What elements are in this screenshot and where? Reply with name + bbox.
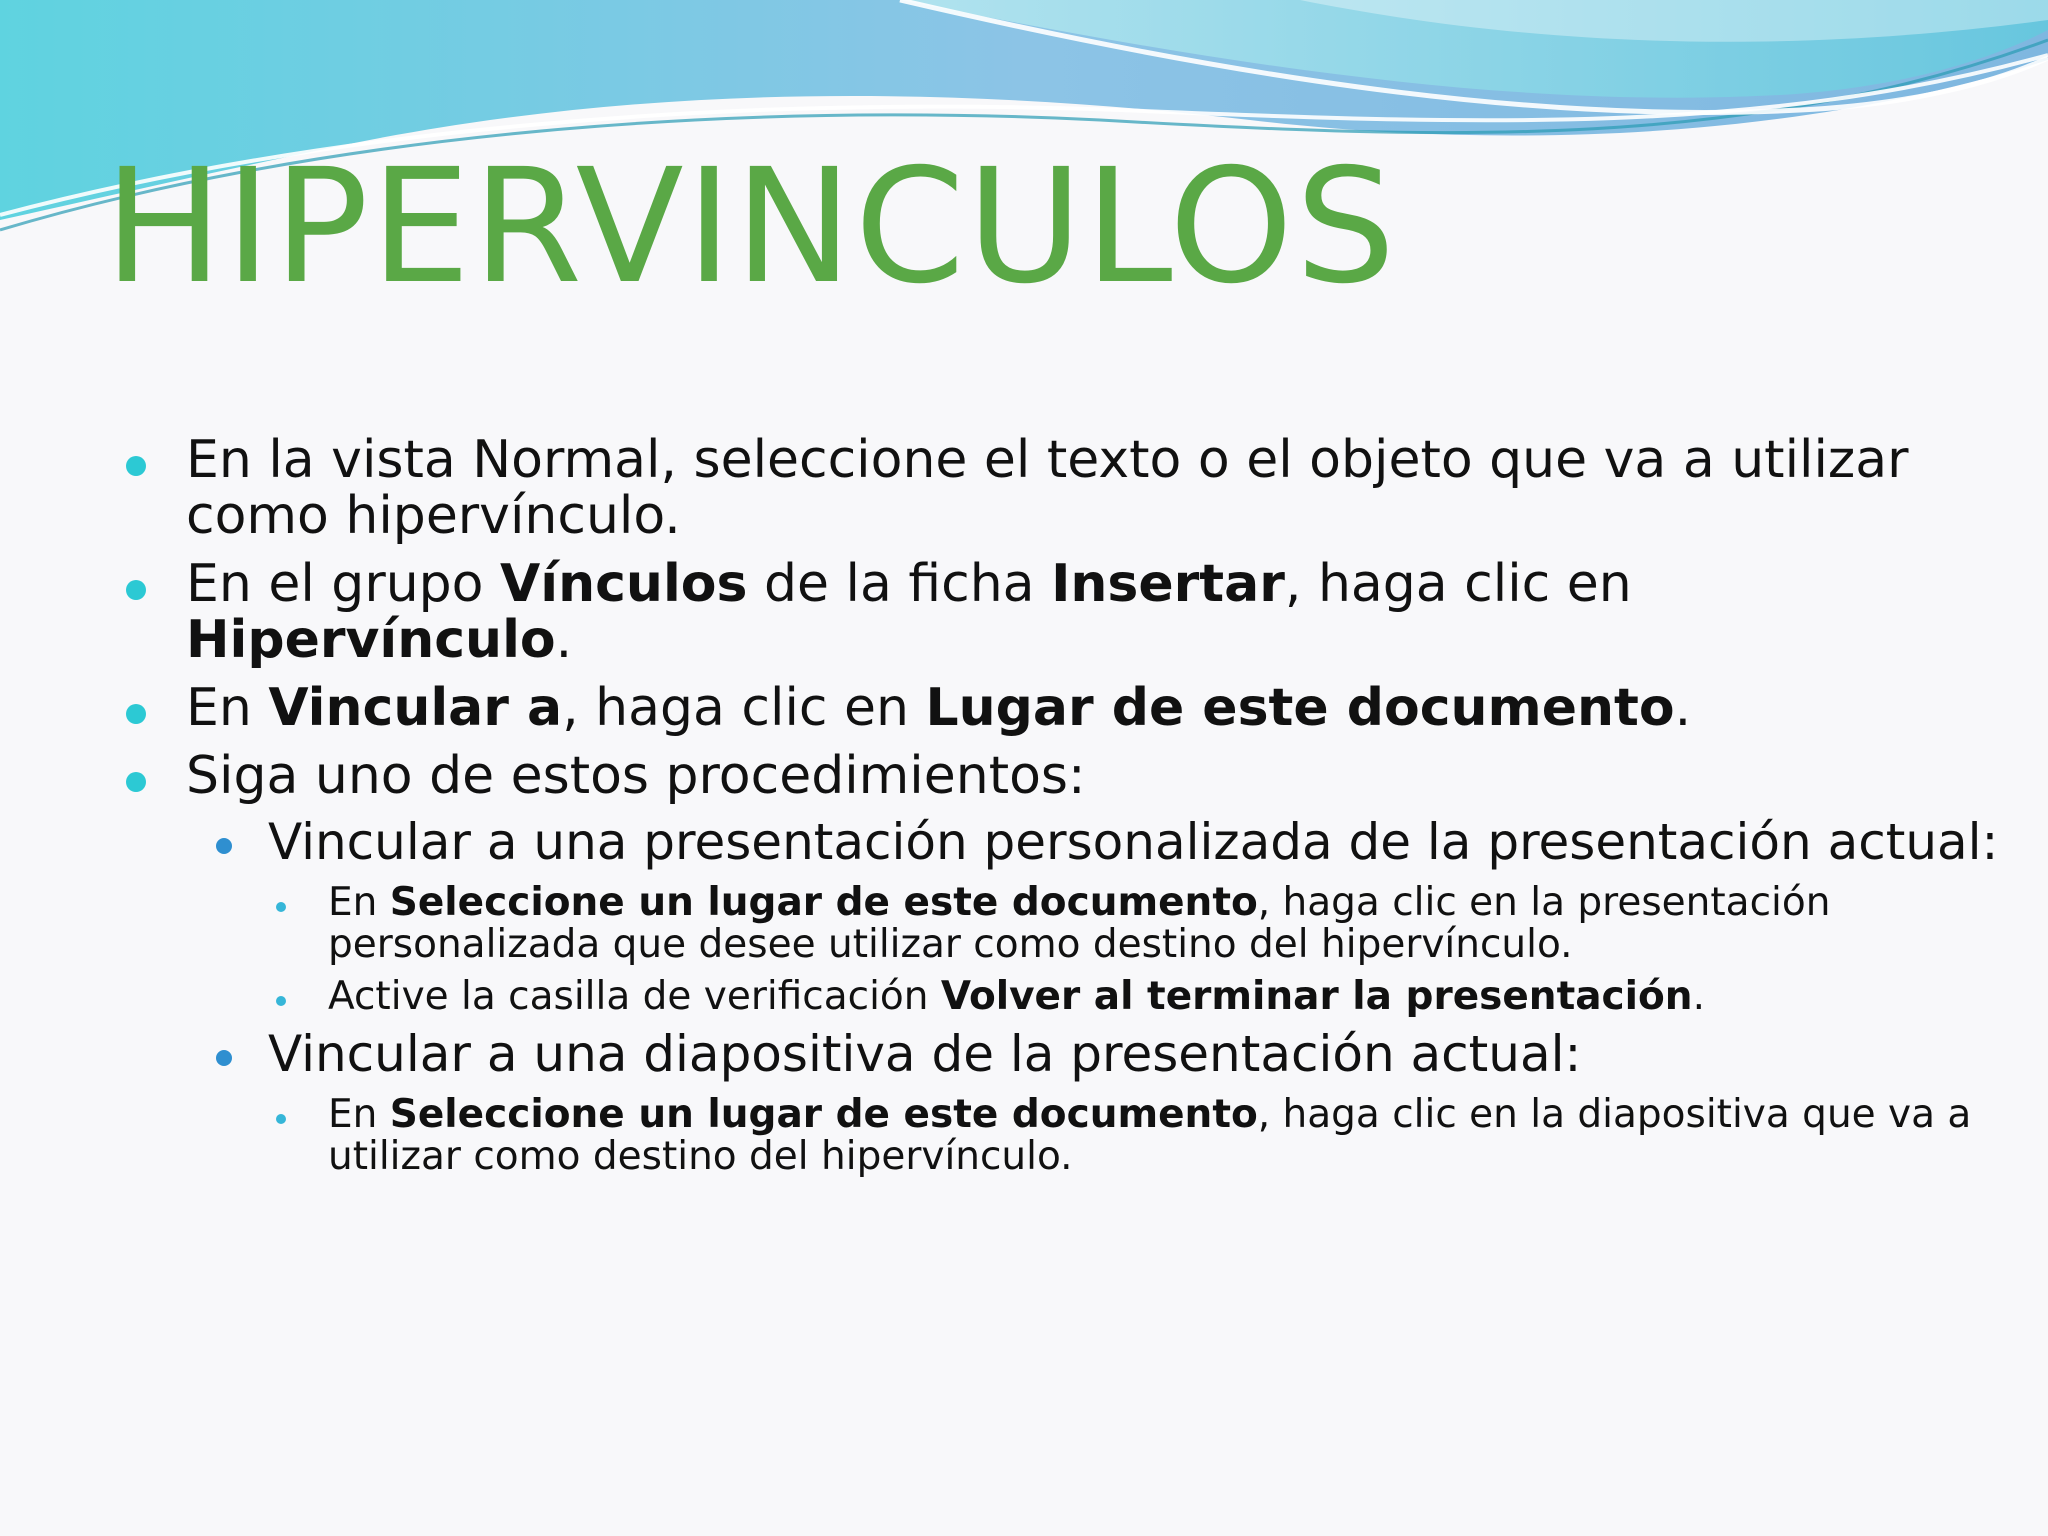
bullet-text: En la vista Normal, seleccione el texto o el objeto que va a utilizar como hipervínculo. [186, 430, 1909, 546]
bullet-dot-icon [216, 838, 232, 854]
bullet-text: Active la casilla de verificación [328, 974, 941, 1019]
bullet-text: , haga clic en [1284, 554, 1632, 614]
bullet-dot-icon [276, 1114, 286, 1124]
bullet-item-level-1 [126, 556, 2006, 668]
bullet-dot-icon [216, 1050, 232, 1066]
bullet-item-level-1 [126, 748, 2006, 804]
bullet-text: de la ficha [747, 554, 1052, 614]
bullet-bold-text: Hipervínculo [186, 610, 556, 670]
bullet-item-level-3 [126, 1094, 2006, 1178]
bullet-text: . [1674, 678, 1692, 738]
bullet-text: Vincular a una presentación personalizada de la presentación actual: [268, 813, 1999, 871]
bullet-dot-icon [126, 772, 146, 792]
bullet-item-level-2 [126, 1025, 2006, 1083]
bullet-bold-text: Vincular a [268, 678, 563, 738]
bullet-list [126, 432, 2006, 1178]
bullet-text: . [555, 610, 573, 670]
bullet-item-level-3 [126, 976, 2006, 1018]
bullet-bold-text: Seleccione un lugar de este documento [389, 880, 1258, 925]
bullet-text: En [328, 880, 390, 925]
bullet-dot-icon [276, 996, 286, 1006]
bullet-text: Vincular a una diapositiva de la presentación actual: [268, 1025, 1582, 1083]
bullet-bold-text: Vínculos [500, 554, 748, 614]
bullet-text: . [1692, 974, 1705, 1019]
bullet-bold-text: Seleccione un lugar de este documento [389, 1092, 1258, 1137]
bullet-item-level-1 [126, 680, 2006, 736]
bullet-text: En [328, 1092, 390, 1137]
bullet-bold-text: Insertar [1051, 554, 1285, 614]
bullet-text: En el grupo [186, 554, 501, 614]
bullet-dot-icon [126, 704, 146, 724]
bullet-text: En [186, 678, 269, 738]
bullet-text: , haga clic en la presentación personalizada que desee utilizar como destino del hipervínculo. [328, 880, 1831, 967]
bullet-dot-icon [126, 580, 146, 600]
bullet-dot-icon [126, 456, 146, 476]
slide-title: HIPERVINCULOS [104, 135, 1398, 319]
bullet-item-level-2 [126, 813, 2006, 871]
slide-body [126, 432, 2006, 1188]
bullet-bold-text: Lugar de este documento [925, 678, 1675, 738]
bullet-dot-icon [276, 902, 286, 912]
bullet-item-level-1 [126, 432, 2006, 544]
bullet-bold-text: Volver al terminar la presentación [940, 974, 1693, 1019]
bullet-text: , haga clic en [562, 678, 926, 738]
bullet-item-level-3 [126, 882, 2006, 966]
bullet-text: Siga uno de estos procedimientos: [186, 746, 1086, 806]
bullet-text: , haga clic en la diapositiva que va a utilizar como destino del hipervínculo. [328, 1092, 1972, 1179]
